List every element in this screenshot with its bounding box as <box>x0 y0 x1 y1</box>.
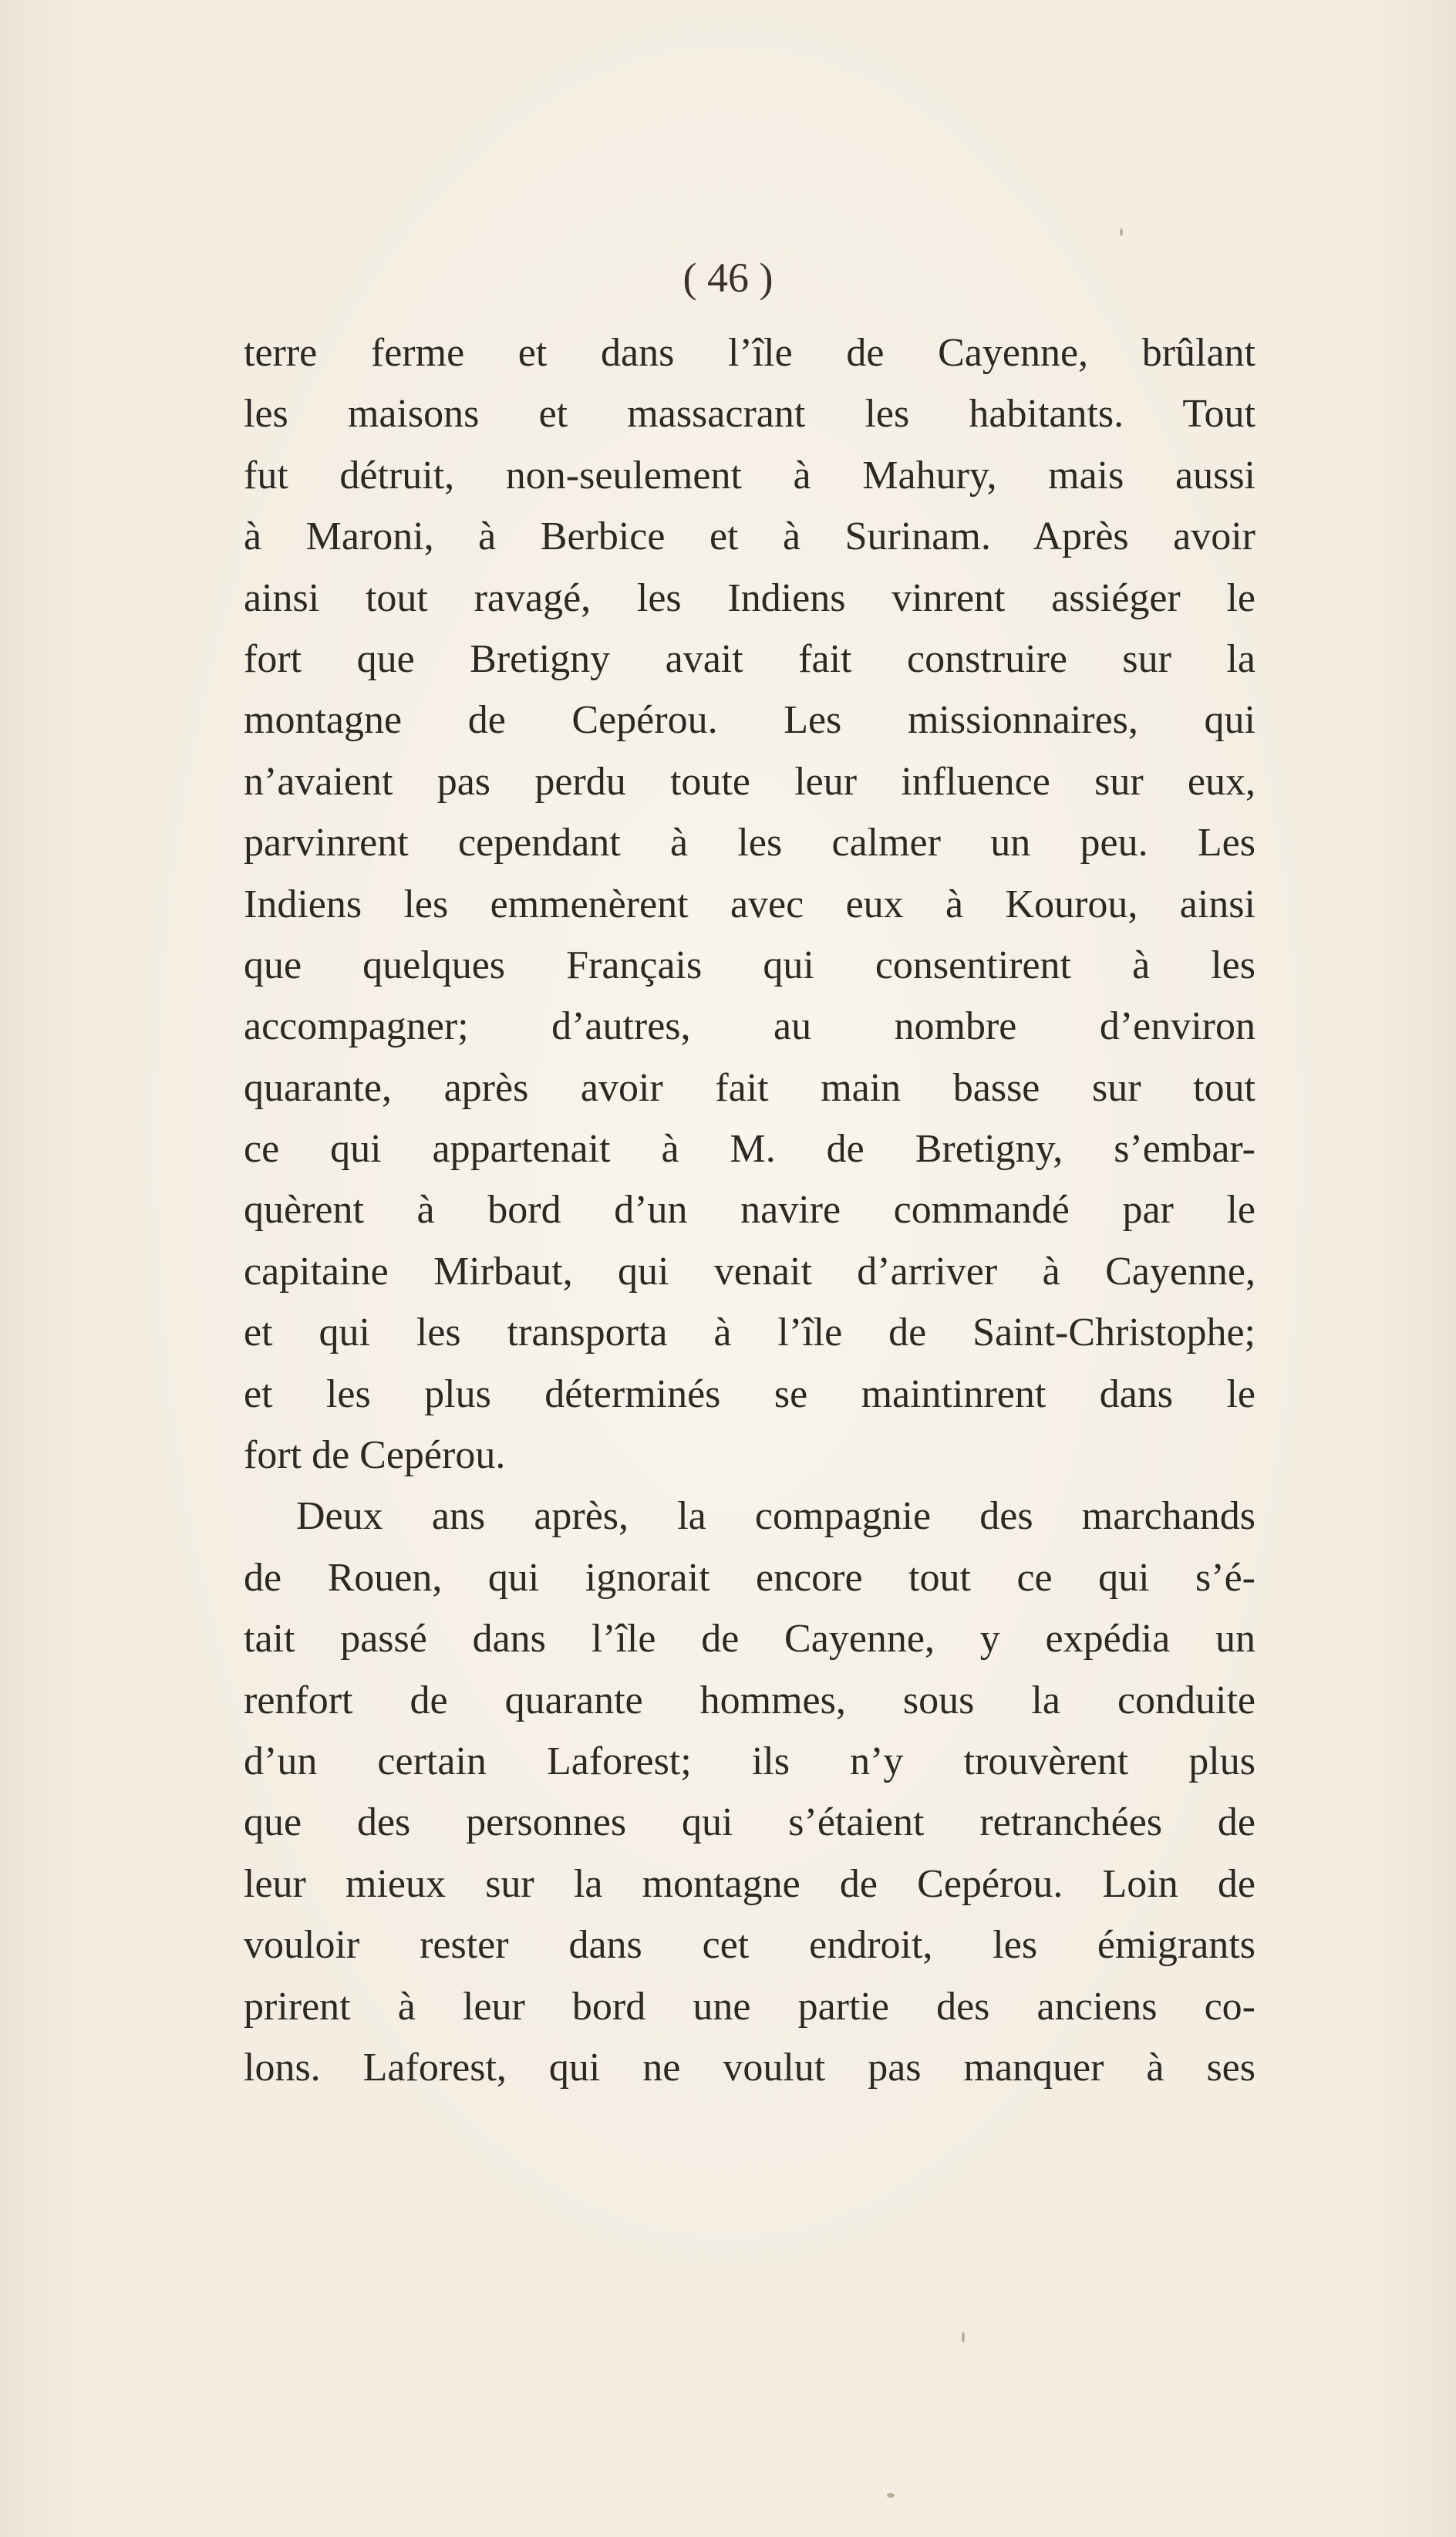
paragraph-2 <box>244 1486 1255 2098</box>
body-text <box>244 322 1255 2098</box>
text-line: n’avaient pas perdu toute leur influence sur eux, <box>244 759 1255 804</box>
text-line: leur mieux sur la montagne de Cepérou. Loin de <box>244 1861 1255 1906</box>
text-line: Deux ans après, la compagnie des marchands <box>296 1494 1255 1539</box>
text-line: que des personnes qui s’étaient retranchées de <box>244 1800 1255 1845</box>
text-line: renfort de quarante hommes, sous la conduite <box>244 1678 1255 1722</box>
text-line: prirent à leur bord une partie des anciens co- <box>244 1984 1255 2029</box>
text-line: accompagner; d’autres, au nombre d’environ <box>244 1004 1255 1049</box>
paper-speck <box>1120 228 1123 236</box>
text-line: fut détruit, non-seulement à Mahury, mais aussi <box>244 453 1255 498</box>
text-line: et les plus déterminés se maintinrent dans le <box>244 1371 1255 1416</box>
text-line: quèrent à bord d’un navire commandé par le <box>244 1188 1255 1233</box>
text-line: tait passé dans l’île de Cayenne, y expédia un <box>244 1617 1255 1662</box>
page-number: ( 46 ) <box>682 255 774 301</box>
paper-speck <box>887 2493 895 2498</box>
text-line: les maisons et massacrant les habitants. Tout <box>244 392 1255 437</box>
text-line: quarante, après avoir fait main basse sur tout <box>244 1065 1255 1110</box>
text-line: vouloir rester dans cet endroit, les émigrants <box>244 1923 1255 1968</box>
text-line: ce qui appartenait à M. de Bretigny, s’embar- <box>244 1127 1255 1172</box>
text-line: que quelques Français qui consentirent à les <box>244 943 1255 987</box>
paper-speck <box>962 2332 965 2343</box>
text-line: fort que Bretigny avait fait construire sur la <box>244 636 1255 681</box>
text-line: et qui les transporta à l’île de Saint-Christophe; <box>244 1311 1255 1355</box>
text-line: capitaine Mirbaut, qui venait d’arriver à Cayenne, <box>244 1249 1255 1294</box>
text-line: à Maroni, à Berbice et à Surinam. Après avoir <box>244 514 1255 559</box>
text-line: de Rouen, qui ignorait encore tout ce qui s’é- <box>244 1555 1255 1600</box>
text-line: Indiens les emmenèrent avec eux à Kourou, ainsi <box>244 882 1255 926</box>
text-line: terre ferme et dans l’île de Cayenne, brûlant <box>244 331 1255 375</box>
text-line: montagne de Cepérou. Les missionnaires, qui <box>244 698 1255 743</box>
text-line: fort de Cepérou. <box>244 1433 506 1478</box>
text-line: ainsi tout ravagé, les Indiens vinrent assiéger le <box>244 575 1255 620</box>
text-line: parvinrent cependant à les calmer un peu. Les <box>244 821 1255 865</box>
paragraph-1 <box>244 322 1255 1486</box>
text-line: d’un certain Laforest; ils n’y trouvèrent plus <box>244 1739 1255 1783</box>
text-line: lons. Laforest, qui ne voulut pas manquer à ses <box>244 2045 1255 2090</box>
